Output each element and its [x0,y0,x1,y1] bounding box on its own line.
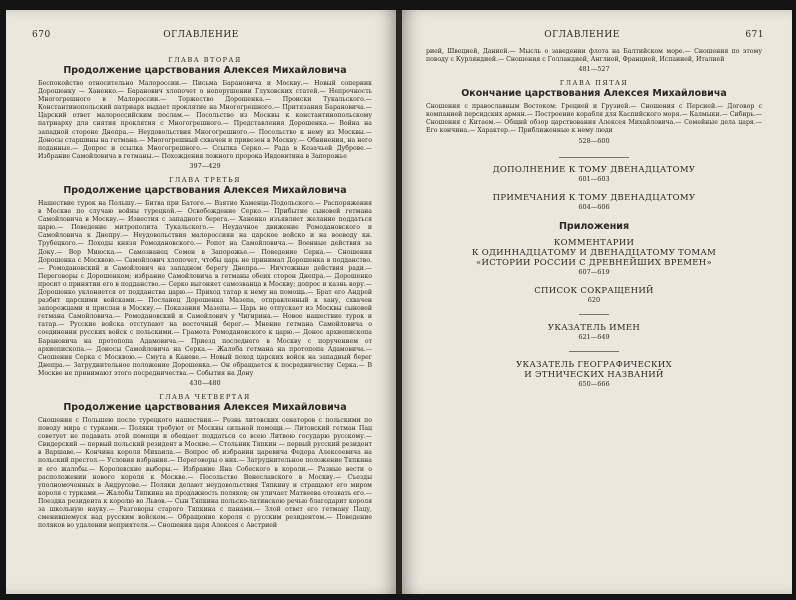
chapter-label: ГЛАВА ЧЕТВЕРТАЯ [159,393,251,401]
toc-entry-title: СПИСОК СОКРАЩЕНИЙ [534,286,654,297]
left-column [38,50,372,530]
chapter-label: ГЛАВА ВТОРАЯ [168,56,242,64]
toc-entry-pages: 621—649 [578,333,610,342]
divider [559,157,629,158]
chapter-title: Продолжение царствования Алексея Михайловича [63,65,347,76]
toc-entry[interactable] [426,323,762,341]
toc-entry[interactable] [426,193,762,211]
toc-entry-title: ПРИМЕЧАНИЯ К ТОМУ ДВЕНАДЦАТОМУ [492,193,696,204]
chapter-contents: Сношения с православным Востоком: Грецией и Грузией.— Сношения с Персией.— Договор с компанией персидских армян.— Построение корабля для Каспийского моря.— Калмыки.— Сибирь.— Сношения с Китаем.— Общий обзор царствования Алексея Михайловича.— Семейные дела царя.— Его кончина.— Характер.— Приближенные к нему люди [426,103,762,135]
right-column [426,48,762,398]
chapter-pages: 397—429 [189,161,221,170]
toc-entry-title: И ЭТНИЧЕСКИХ НАЗВАНИЙ [524,369,664,380]
toc-entry[interactable] [426,165,762,183]
toc-entry-title: КОММЕНТАРИИ [553,238,635,249]
chapter-contents: Беспокойство относительно Малороссии.— Письма Барановича и Москву.— Новый соперник Дорошенку — Ханенко.— Баранович хлопочет о непорушении Глуховских статей.— Непрочность Многогрешного в Малороссии.— Торжество Дорошенка.— Происки Тукальского.— Константинопольский патриарх выдает проклятие на Многогрешного.— Притязания Барановича.— Царский ответ малороссийским послам.— Посольство из Москвы к константинопольскому патриарху для снятия проклятия с Многогрешного.— Представления Дорошенка.— Война на западной стороне Днепра.— Неудовольствия Многогрешного.— Посольство к нему из Москвы.— Доносы старшины на гетмана.— Многогрешный схвачен и привезен в Москву.— Обвинения, на него поданные.— Допрос и ссылка Многогрешного.— Ссылка Серко.— Рада в Козачьей Дуброве.— Избрание Самойловича в гетманы.— Похождения ложного пророка Ивдовитина в Запорожье [38,80,372,160]
chapter-title: Окончание царствования Алексея Михайловича [461,88,727,100]
page-number-left: 670 [32,30,51,40]
toc-entry-pages: 650—666 [578,379,610,388]
toc-entry-title: ДОПОЛНЕНИЕ К ТОМУ ДВЕНАДЦАТОМУ [492,165,696,176]
toc-entry-title: УКАЗАТЕЛЬ ИМЕН [547,323,641,334]
left-page [6,10,396,594]
continuation-text: рией, Швецией, Данией.— Мысль о заведении флота на Балтийском море.— Сношения по этому поводу с Курляндией.— Сношения с Голландией, Англией, Францией, Испанией, Италией [426,48,762,64]
chapter-title: Продолжение царствования Алексея Михайловича [63,402,347,413]
right-page [402,10,792,594]
continuation-pages: 481—527 [578,65,610,74]
section-title: Приложения [558,221,630,233]
divider [579,314,609,315]
toc-entry[interactable] [426,238,762,276]
toc-entry-title: К ОДИННАДЦАТОМУ И ДВЕНАДЦАТОМУ ТОМАМ [471,248,717,259]
toc-entry-title: УКАЗАТЕЛЬ ГЕОГРАФИЧЕСКИХ [516,359,672,370]
chapter-title: Продолжение царствования Алексея Михайловича [63,184,347,196]
chapter-label: ГЛАВА ТРЕТЬЯ [169,175,241,184]
toc-entry-pages: 620 [587,296,601,305]
toc-entry-pages: 604—606 [578,203,610,212]
chapter-label: ГЛАВА ПЯТАЯ [559,79,629,88]
chapter-contents: Сношения с Польшею после турецкого нашествия.— Рознь литовских сенаторов с польскими по поводу мира с турками.— Поляки требуют от Москвы сильной помощи.— Литовский гетман Пац советует не подавать этой помощи и обещает поддаться со всею Литвою государю русскому.— Свидерский — первый польский резидент в Москве.— Стольник Тяпкин — первый русский резидент в Варшаве.— Кончина короля Михаила.— Вопрос об избрании царевича Федора Алексеевича на польский престол.— Условия избрания.— Переговоры о них.— Затруднительное положение Тяпкина и его жалобы.— Королевские выборы.— Избрание Яна Собеского в короли.— Разные вести о расположении нового короля к Москве.— Посольство Венеславского в Москву.— Съезды уполномоченных в Андрусове.— Поляки делают неудовольствия Тяпкину и стращают его миром короля с турками.— Жалобы Тяпкина на продажность поляков; он уличает Матвеева отозвать его.— Поездка резидента к королю во Львов.— Сын Тяпкина польско-латинскою речью благодарит короля за школьную науку.— Разговоры старого Тяпкина с панами.— Злой ответ его гетману Пацу, сменившемуся над русским войском.— Обращение короля с русским резидентом.— Поведение поляков во удалении неприятеля.— Сношения царя Алексея с Австрией [38,417,372,530]
page-number-right: 671 [745,30,764,40]
chapter-pages: 528—600 [578,136,610,145]
toc-entry-pages: 607—619 [578,268,610,277]
toc-entry-pages: 601—603 [578,175,610,184]
chapter-pages: 430—480 [189,379,221,387]
running-head-right: ОГЛАВЛЕНИЕ [544,30,620,40]
running-head-left: ОГЛАВЛЕНИЕ [163,30,239,40]
toc-entry[interactable] [426,286,762,304]
toc-entry-title: «ИСТОРИИ РОССИИ С ДРЕВНЕЙШИХ ВРЕМЕН» [476,258,712,269]
divider [569,351,619,352]
chapter-contents: Нашествие турок на Польшу.— Битва при Батоге.— Взятие Каменца-Подольского.— Распоряжения в Москве по случаю войны турецкой.— Освобождение Серко.— Прибытие сыновей гетмана Самойловича в Москву.— Известия с западного берега.— Ханенко изъявляет желание поддаться царю.— Поведение митрополита Тукальского.— Неудачное движение Ромодановского и Самойловича к Днепру.— Неудовольствия малороссиян на царское войско и на воеводу кн. Трубецкого.— Походы князя Ромодановского.— Ропот на Самойловича.— Военные действия за Доку.— Вор Миюска.— Самозванец Семен в Запорожье.— Поведение Серка.— Сношения Дорошенка с Москвою.— Самойлович хлопочет, чтобы царь не принимал Дорошенка в подданство.— Ромодановский и Самойлович на западном берегу Днепра.— Ничтожные действия ради.— Переговоры с Дорошенком; избрание Самойловича в гетманы обеих сторон Днепра.— Дорошенко просит о принятии его в подданство.— Серко выгоняет самозванца в Москву; допрос и казнь вору.— Дорошенко уклоняется от подданства царю.— Приход татар к нему на помощь.— Брат его Андрей разбит царскими войсками.— Посланец Дорошенка Мазепа, отправленный к хану, схвачен запорожцами и прислан в Москву.— Показания Мазепы.— Царь не отпускает из Москвы сыновей гетмана Самойловича.— Ромодановский и Самойлович у Чигирина.— Новое нашествие турок и татар.— Русские войска отступают на восточный берег.— Мнение гетмана Самойловича о соединении русских войск с польскими.— Грамота Ромодановского к царю.— Донос архиепископа Барановича на протопопа Адамовича.— Приезд последнего в Москву с поручением от архиепископа.— Доносы Самойловича на Серка.— Жалоба гетмана на протопопа Адамовича.— Сношения Серка с Москвою.— Смута в Каневе.— Новый поход царских войск на западный берег Днепра.— Затруднительное положение Дорошенка.— Он обращается к посредничеству Серка.— В Москве не принимают этого посредничества.— События на Дону [38,199,372,377]
toc-entry[interactable] [426,360,762,388]
